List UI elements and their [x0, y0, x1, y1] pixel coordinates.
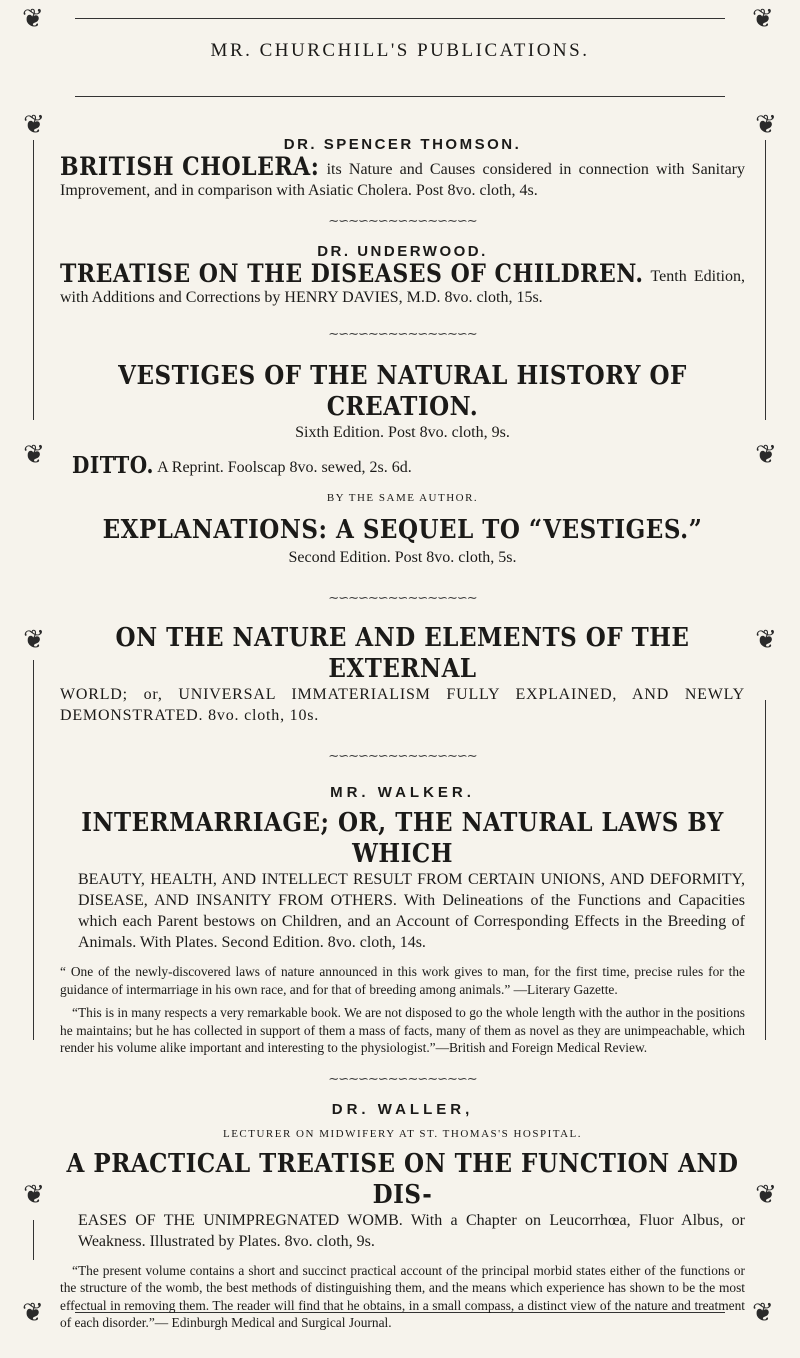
catalogue-content — [60, 112, 745, 1332]
desc-practical-treatise: EASES OF THE UNIMPREGNATED WOMB. With a Chapter on Leucorrhœa, Fluor Albus, or Weakness. Illustrated by Plates. 8vo. cloth, 9s. — [78, 1211, 745, 1250]
side-ornament-left-4: ❦ — [23, 1180, 45, 1209]
author-underwood: DR. UNDERWOOD. — [317, 243, 488, 260]
title-british-cholera: BRITISH CHOLERA: — [60, 151, 320, 182]
side-ornament-left-2: ❦ — [23, 440, 45, 469]
corner-ornament-top-right: ❦ — [752, 4, 774, 33]
entry-external-world — [60, 621, 745, 685]
side-ornament-right-4: ❦ — [755, 1180, 777, 1209]
divider: ∼∽∼∽∼∽∼∽∼∽∼∽∼∽∼ — [328, 1070, 477, 1086]
side-ornament-left-3: ❦ — [23, 625, 45, 654]
side-ornament-right-2: ❦ — [755, 440, 777, 469]
side-ornament-right-1: ❦ — [755, 110, 777, 139]
top-rule-lower — [75, 96, 725, 97]
entry-thomson — [60, 151, 746, 201]
entry-ditto — [72, 451, 745, 479]
edition-vestiges: Sixth Edition. Post 8vo. cloth, 9s. — [295, 424, 510, 441]
title-diseases-of-children: TREATISE ON THE DISEASES OF CHILDREN. — [60, 258, 644, 289]
divider: ∼∽∼∽∼∽∼∽∼∽∼∽∼∽∼ — [328, 590, 477, 605]
side-ornament-left-1: ❦ — [23, 110, 45, 139]
running-head: MR. CHURCHILL'S PUBLICATIONS. — [210, 40, 590, 61]
right-border-middle — [765, 700, 766, 1040]
desc-ditto: A Reprint. Foolscap 8vo. sewed, 2s. 6d. — [157, 459, 412, 476]
entry-practical-treatise — [60, 1147, 745, 1210]
edition-explanations: Second Edition. Post 8vo. cloth, 5s. — [288, 549, 517, 566]
title-ditto: DITTO. — [72, 451, 154, 479]
corner-ornament-bottom-right: ❦ — [752, 1298, 774, 1327]
corner-ornament-bottom-left: ❦ — [22, 1298, 44, 1327]
review-edinburgh-journal: “The present volume contains a short and succinct practical account of the principal morbid states either of the functions or the structure of the womb, the best methods of distinguishing them, and the means which experience has shown to be the most effectual in removing them. The reader will find that he obtains, in a small compass, a distinct view of the nature and treatment of each disorder.”— Edinburgh Medical and Surgical Journal. — [60, 1262, 745, 1330]
title-external-world: ON THE NATURE AND ELEMENTS OF THE EXTERNAL — [115, 621, 690, 685]
author-thomson: DR. SPENCER THOMSON. — [283, 136, 522, 153]
subtitle-external-world: WORLD; or, UNIVERSAL IMMATERIALISM FULLY EXPLAINED, AND NEWLY DEMONSTRATED. 8vo. cloth, 10s. — [60, 686, 745, 724]
divider: ∼∽∼∽∼∽∼∽∼∽∼∽∼∽∼ — [328, 213, 477, 228]
position-waller: LECTURER ON MIDWIFERY AT ST. THOMAS'S HOSPITAL. — [222, 1127, 583, 1140]
desc-diseases-of-children: Tenth Edition, with Additions and Corrections by HENRY DAVIES, M.D. 8vo. cloth, 15s. — [60, 268, 745, 306]
title-vestiges: VESTIGES OF THE NATURAL HISTORY OF CREATION. — [118, 359, 687, 423]
author-waller: DR. WALLER, — [331, 1100, 474, 1118]
entry-vestiges — [60, 359, 745, 423]
review-literary-gazette: “ One of the newly-discovered laws of nature announced in this work gives to man, for the first time, precise rules for the guidance of intermarriage in his own race, and for that of breeding among animals.” —Literary Gazette. — [60, 964, 745, 997]
author-walker: MR. WALKER. — [330, 784, 475, 801]
top-rule-upper — [75, 18, 725, 19]
left-border-lower — [33, 1220, 34, 1260]
left-border-middle — [33, 660, 34, 1040]
entry-intermarriage — [60, 806, 745, 870]
same-author-label: BY THE SAME AUTHOR. — [326, 492, 479, 504]
side-ornament-right-3: ❦ — [755, 625, 777, 654]
entry-underwood — [60, 258, 745, 308]
review-british-foreign: “This is in many respects a very remarkable book. We are not disposed to go the whole length with the author in the positions he maintains; but he has collected in support of them a mass of facts, many of them as novel as they are unimpeachable, which render his volume alike important and interesting to the physiologist.”—British and Foreign Medical Review. — [60, 1005, 745, 1055]
desc-intermarriage: BEAUTY, HEALTH, AND INTELLECT RESULT FROM CERTAIN UNIONS, AND DEFORMITY, DISEASE, AND INSANITY FROM OTHERS. With Delineations of the Functions and Capacities which each Parent bestows on Children, and an Account of Corresponding Effects in the Breeding of Animals. With Plates. Second Edition. 8vo. cloth, 14s. — [78, 871, 745, 951]
left-border-upper — [33, 140, 34, 420]
title-explanations: EXPLANATIONS: A SEQUEL TO “VESTIGES.” — [102, 513, 703, 546]
title-intermarriage: INTERMARRIAGE; OR, THE NATURAL LAWS BY WHICH — [81, 806, 724, 870]
desc-british-cholera: its Nature and Causes considered in connection with Sanitary Improvement, and in comparison with Asiatic Cholera. Post 8vo. cloth, 4s. — [60, 161, 746, 199]
right-border-upper — [765, 140, 766, 420]
title-practical-treatise: A PRACTICAL TREATISE ON THE FUNCTION AND DIS- — [66, 1147, 739, 1210]
divider: ∼∽∼∽∼∽∼∽∼∽∼∽∼∽∼ — [328, 326, 477, 341]
divider: ∼∽∼∽∼∽∼∽∼∽∼∽∼∽∼ — [328, 748, 477, 763]
entry-explanations — [60, 513, 745, 546]
corner-ornament-top-left: ❦ — [22, 4, 44, 33]
